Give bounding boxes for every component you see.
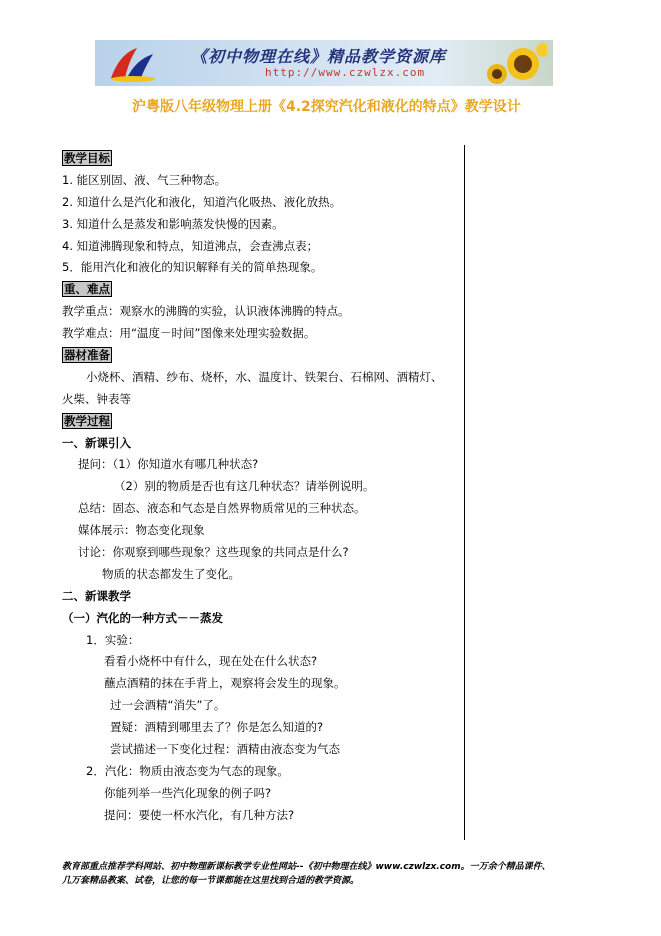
- section-heading-row: [62, 345, 460, 367]
- banner-url: http://www.czwlzx.com: [265, 66, 426, 79]
- text-line: [62, 301, 460, 323]
- text-line: [62, 651, 460, 673]
- line-text: 过一会酒精“消失”了。: [110, 698, 226, 713]
- line-text: 置疑：酒精到哪里去了？你是怎么知道的?: [110, 720, 324, 735]
- footer-line-1: 教育部重点推荐学科网站、初中物理新课标教学专业性网站--《初中物理在线》www.czwlzx.com。一万余个精品课件、: [62, 862, 551, 872]
- text-line: [62, 257, 460, 279]
- line-text: （2）别的物质是否也有这几种状态？请举例说明。: [114, 479, 375, 494]
- text-line: [62, 454, 460, 476]
- line-text: 5．能用汽化和液化的知识解释有关的简单热现象。: [62, 260, 323, 275]
- sunflower-icon: [483, 42, 547, 86]
- line-text: 1. 能区别固、液、气三种物态。: [62, 172, 227, 187]
- text-line: [62, 236, 460, 258]
- section-heading-row: [62, 411, 460, 433]
- text-line: [62, 498, 460, 520]
- text-line: [62, 739, 460, 761]
- text-line: [62, 170, 460, 192]
- text-line: [62, 433, 460, 455]
- section-heading-row: [62, 279, 460, 301]
- logo-icon: [103, 44, 157, 82]
- text-line: [62, 214, 460, 236]
- line-text: 提问：要使一杯水汽化，有几种方法?: [104, 807, 295, 822]
- line-text: 提问：（1）你知道水有哪几种状态?: [78, 457, 259, 472]
- line-text: 小烧杯、酒精、纱布、烧杯，水、温度计、铁架台、石棉网、酒精灯、: [86, 369, 443, 384]
- text-line: [62, 323, 460, 345]
- footer-note: [62, 860, 622, 888]
- line-text: 尝试描述一下变化过程：酒精由液态变为气态: [110, 742, 340, 757]
- text-line: [62, 476, 460, 498]
- line-text: （一）汽化的一种方式－－蒸发: [62, 610, 223, 625]
- header-banner: [95, 40, 553, 86]
- banner-title: 《初中物理在线》精品教学资源库: [191, 47, 447, 66]
- line-text: 媒体展示：物态变化现象: [78, 523, 205, 538]
- text-line: [62, 717, 460, 739]
- text-line: [62, 783, 460, 805]
- text-line: [62, 761, 460, 783]
- document-title: 沪粤版八年级物理上册《4.2探究汽化和液化的特点》教学设计: [132, 99, 521, 115]
- line-text: 总结：固态、液态和气态是自然界物质常见的三种状态。: [78, 501, 366, 516]
- section-heading: 器材准备: [64, 348, 110, 363]
- text-line: [62, 192, 460, 214]
- section-heading: 教学目标: [64, 151, 110, 165]
- text-line: [62, 586, 460, 608]
- text-line: [62, 695, 460, 717]
- text-line: [62, 520, 460, 542]
- text-line: [62, 367, 460, 389]
- line-text: 教学重点：观察水的沸腾的实验，认识液体沸腾的特点。: [62, 304, 350, 319]
- line-text: 你能列举一些汽化现象的例子吗?: [104, 785, 272, 800]
- section-heading: 重、难点: [64, 282, 110, 297]
- section-heading-row: [62, 148, 460, 170]
- line-text: 2．汽化：物质由液态变为气态的现象。: [86, 763, 289, 778]
- line-text: 二、新课教学: [62, 588, 131, 603]
- text-line: [62, 608, 460, 630]
- line-text: 火柴、钟表等: [62, 391, 131, 406]
- line-text: 一、新课引入: [62, 435, 131, 450]
- line-text: 1．实验：: [86, 632, 140, 647]
- footer-line-2: 几万套精品教案、试卷，让您的每一节课都能在这里找到合适的教学资源。: [62, 876, 360, 886]
- text-line: [62, 630, 460, 652]
- line-text: 讨论：你观察到哪些现象？这些现象的共同点是什么?: [78, 545, 349, 560]
- document-body: [62, 148, 460, 827]
- text-line: [62, 389, 460, 411]
- line-text: 物质的状态都发生了变化。: [102, 566, 240, 581]
- text-line: [62, 542, 460, 564]
- text-line: [62, 564, 460, 586]
- text-line: [62, 805, 460, 827]
- text-line: [62, 673, 460, 695]
- line-text: 教学难点：用“温度－时间”图像来处理实验数据。: [62, 326, 316, 341]
- section-heading: 教学过程: [64, 413, 110, 428]
- line-text: 2. 知道什么是汽化和液化，知道汽化吸热、液化放热。: [62, 194, 342, 209]
- line-text: 看看小烧杯中有什么，现在处在什么状态?: [104, 654, 318, 669]
- line-text: 蘸点酒精的抹在手背上，观察将会发生的现象。: [104, 676, 346, 691]
- line-text: 4. 知道沸腾现象和特点，知道沸点，会查沸点表；: [62, 238, 319, 253]
- column-divider: [464, 145, 465, 840]
- line-text: 3. 知道什么是蒸发和影响蒸发快慢的因素。: [62, 216, 284, 231]
